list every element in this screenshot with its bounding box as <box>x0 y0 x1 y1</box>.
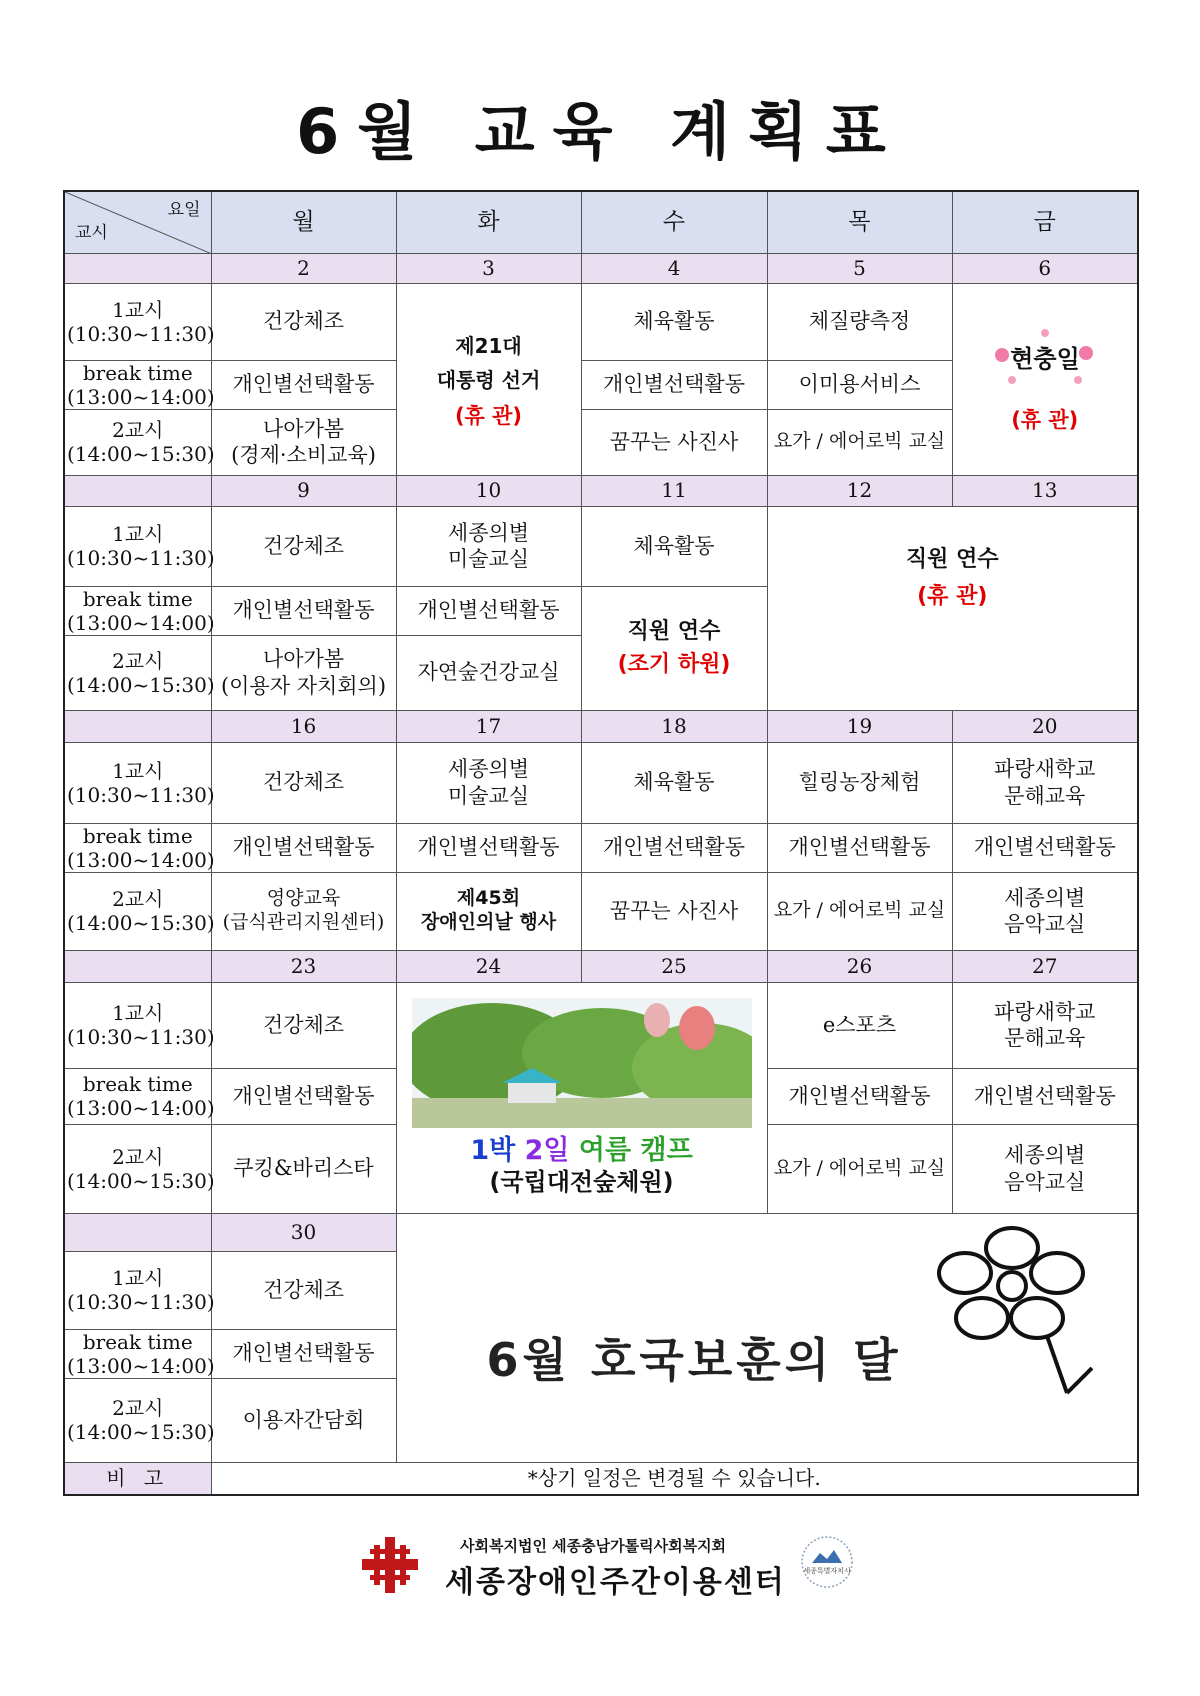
period-label: break time (13:00~14:00) <box>64 360 211 409</box>
schedule-cell: 개인별선택활동 <box>581 360 767 409</box>
schedule-cell: 나아가봄 (경제·소비교육) <box>211 409 396 475</box>
summer-camp-cell <box>396 982 767 1213</box>
schedule-cell: 이용자간담회 <box>211 1378 396 1462</box>
schedule-cell: 개인별선택활동 <box>211 823 396 872</box>
date-row <box>64 475 1138 506</box>
date: 19 <box>767 710 952 742</box>
schedule-cell: 세종의별 미술교실 <box>396 506 581 586</box>
date: 2 <box>211 253 396 283</box>
date: 17 <box>396 710 581 742</box>
schedule-cell: 개인별선택활동 <box>767 1068 952 1124</box>
corner-period-label: 교시 <box>75 223 108 244</box>
schedule-cell: 건강체조 <box>211 283 396 360</box>
period-label: 1교시 (10:30~11:30) <box>64 982 211 1068</box>
date: 27 <box>952 950 1138 982</box>
schedule-cell: 개인별선택활동 <box>767 823 952 872</box>
period-row <box>64 872 1138 950</box>
period-label: break time (13:00~14:00) <box>64 1329 211 1378</box>
camp-photo-image <box>412 998 752 1128</box>
date-row <box>64 253 1138 283</box>
period-label: break time (13:00~14:00) <box>64 586 211 635</box>
date-row <box>64 710 1138 742</box>
schedule-cell: 세종의별 음악교실 <box>952 872 1138 950</box>
day-mon: 월 <box>211 191 396 253</box>
camp-venue: (국립대전숲체원) <box>489 1168 674 1197</box>
date: 18 <box>581 710 767 742</box>
schedule-cell: 개인별선택활동 <box>396 823 581 872</box>
period-row <box>64 283 1138 360</box>
event-cell: 제45회 장애인의날 행사 <box>396 872 581 950</box>
date: 10 <box>396 475 581 506</box>
schedule-cell: 힐링농장체험 <box>767 742 952 823</box>
date: 25 <box>581 950 767 982</box>
header-row <box>64 191 1138 253</box>
date: 5 <box>767 253 952 283</box>
date-row <box>64 950 1138 982</box>
period-row <box>64 982 1138 1068</box>
period-label: 2교시 (14:00~15:30) <box>64 872 211 950</box>
date: 23 <box>211 950 396 982</box>
schedule-cell: 이미용서비스 <box>767 360 952 409</box>
schedule-cell: 개인별선택활동 <box>211 1068 396 1124</box>
page-title: 6월 교육 계획표 <box>296 95 904 168</box>
flower-drawing-icon <box>917 1218 1117 1408</box>
seal-text: 세종특별자치시 <box>803 1567 851 1575</box>
camp-title: 1박 2일 여름 캠프 <box>470 1134 693 1166</box>
schedule-cell: 세종의별 미술교실 <box>396 742 581 823</box>
period-row <box>64 823 1138 872</box>
date: 9 <box>211 475 396 506</box>
date: 13 <box>952 475 1138 506</box>
day-thu: 목 <box>767 191 952 253</box>
schedule-cell: 개인별선택활동 <box>211 586 396 635</box>
schedule-cell: 개인별선택활동 <box>952 823 1138 872</box>
date: 4 <box>581 253 767 283</box>
period-label: 2교시 (14:00~15:30) <box>64 1124 211 1213</box>
schedule-cell: 요가 / 에어로빅 교실 <box>767 872 952 950</box>
patriots-month-banner <box>396 1213 1138 1462</box>
day-tue: 화 <box>396 191 581 253</box>
schedule-cell: 나아가봄 (이용자 자치회의) <box>211 635 396 710</box>
schedule-cell: 자연숲건강교실 <box>396 635 581 710</box>
schedule-cell: 요가 / 에어로빅 교실 <box>767 1124 952 1213</box>
schedule-cell: 세종의별 음악교실 <box>952 1124 1138 1213</box>
cross-logo-icon <box>360 1535 420 1595</box>
schedule-cell: 체육활동 <box>581 506 767 586</box>
date: 6 <box>952 253 1138 283</box>
date: 24 <box>396 950 581 982</box>
period-row <box>64 506 1138 586</box>
day-fri: 금 <box>952 191 1138 253</box>
schedule-cell: 개인별선택활동 <box>211 360 396 409</box>
period-label: 1교시 (10:30~11:30) <box>64 1251 211 1329</box>
schedule-cell: 개인별선택활동 <box>211 1329 396 1378</box>
schedule-cell: 건강체조 <box>211 742 396 823</box>
schedule-cell: 쿠킹&바리스타 <box>211 1124 396 1213</box>
staff-training-cell: 직원 연수 (조기 하원) <box>581 586 767 710</box>
flower-decoration-icon <box>990 325 1100 395</box>
schedule-cell: 꿈꾸는 사진사 <box>581 409 767 475</box>
period-label: 1교시 (10:30~11:30) <box>64 506 211 586</box>
period-label: 1교시 (10:30~11:30) <box>64 283 211 360</box>
note-text: *상기 일정은 변경될 수 있습니다. <box>211 1462 1138 1495</box>
schedule-cell: 건강체조 <box>211 1251 396 1329</box>
period-label: break time (13:00~14:00) <box>64 823 211 872</box>
corner-day-label: 요일 <box>167 200 201 220</box>
schedule-cell: 체육활동 <box>581 283 767 360</box>
sejong-seal-icon <box>800 1535 854 1589</box>
corner-cell <box>64 191 211 253</box>
center-name: 세종장애인주간이용센터 <box>445 1565 786 1600</box>
schedule-cell: 건강체조 <box>211 982 396 1068</box>
date: 30 <box>211 1213 396 1251</box>
schedule-cell: 요가 / 에어로빅 교실 <box>767 409 952 475</box>
date: 11 <box>581 475 767 506</box>
schedule-cell: 개인별선택활동 <box>581 823 767 872</box>
schedule-cell: 체육활동 <box>581 742 767 823</box>
schedule-cell: 영양교육 (급식관리지원센터) <box>211 872 396 950</box>
period-label: 2교시 (14:00~15:30) <box>64 635 211 710</box>
period-label: break time (13:00~14:00) <box>64 1068 211 1124</box>
schedule-cell: e스포츠 <box>767 982 952 1068</box>
schedule-cell: 파랑새학교 문해교육 <box>952 742 1138 823</box>
memorial-day-cell: 현충일 (휴 관) <box>952 283 1138 475</box>
date-row <box>64 1213 1138 1251</box>
date: 12 <box>767 475 952 506</box>
period-label: 1교시 (10:30~11:30) <box>64 742 211 823</box>
note-label: 비 고 <box>64 1462 211 1495</box>
period-row <box>64 742 1138 823</box>
staff-training-cell: 직원 연수 (휴 관) <box>767 506 1138 710</box>
date: 3 <box>396 253 581 283</box>
memorial-day-text: 현충일 <box>1009 343 1080 373</box>
schedule-cell: 개인별선택활동 <box>396 586 581 635</box>
schedule-cell: 파랑새학교 문해교육 <box>952 982 1138 1068</box>
note-row <box>64 1462 1138 1495</box>
date: 20 <box>952 710 1138 742</box>
period-label: 2교시 (14:00~15:30) <box>64 1378 211 1462</box>
schedule-cell: 체질량측정 <box>767 283 952 360</box>
banner-text: 6월 호국보훈의 달 <box>486 1332 902 1387</box>
org-name: 사회복지법인 세종충남가톨릭사회복지회 <box>460 1537 727 1555</box>
day-wed: 수 <box>581 191 767 253</box>
date: 26 <box>767 950 952 982</box>
schedule-cell: 개인별선택활동 <box>952 1068 1138 1124</box>
date: 16 <box>211 710 396 742</box>
period-label: 2교시 (14:00~15:30) <box>64 409 211 475</box>
schedule-cell: 건강체조 <box>211 506 396 586</box>
schedule-cell: 꿈꾸는 사진사 <box>581 872 767 950</box>
schedule-table <box>63 190 1139 1496</box>
holiday-cell: 제21대 대통령 선거 (휴 관) <box>396 283 581 475</box>
